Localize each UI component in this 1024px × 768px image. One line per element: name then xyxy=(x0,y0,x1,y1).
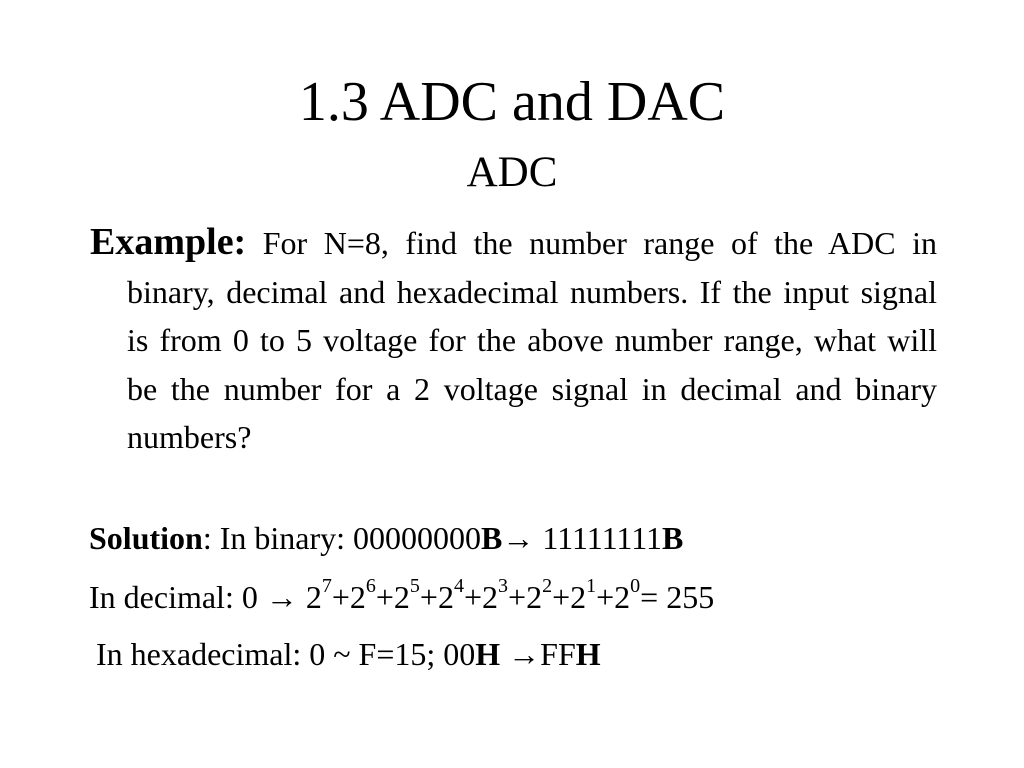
hex-to-unit: H xyxy=(575,636,601,672)
solution-label: Solution xyxy=(89,520,203,556)
plus-operator: + xyxy=(508,579,527,615)
decimal-prefix: In decimal: 0 xyxy=(89,579,266,615)
example-paragraph xyxy=(90,218,937,462)
example-label: Example: xyxy=(90,221,247,263)
hex-to: FF xyxy=(540,636,576,672)
power-term-base: 2 xyxy=(526,579,543,615)
power-term-exponent: 2 xyxy=(542,575,553,598)
solution-line xyxy=(89,518,683,558)
example-text: For N=8, find the number range of the ADC in binary, decimal and hexadecimal numbers. If the input signal is from 0 to 5 voltage for the above number range, what will be the number for a 2 voltage signal in decimal and binary numbers? xyxy=(127,225,938,455)
power-term-exponent: 4 xyxy=(453,575,464,598)
power-term-exponent: 5 xyxy=(409,575,420,598)
hex-from-unit: H xyxy=(475,636,501,672)
hex-prefix: In hexadecimal: 0 ~ F=15; 00 xyxy=(96,636,476,672)
power-term-base: 2 xyxy=(614,579,631,615)
slide-subtitle: ADC xyxy=(466,149,558,196)
arrow-icon: → xyxy=(502,520,535,556)
decimal-line xyxy=(89,577,714,617)
power-term-exponent: 7 xyxy=(321,575,332,598)
power-term-base: 2 xyxy=(437,579,454,615)
plus-operator: + xyxy=(596,579,615,615)
power-term-exponent: 1 xyxy=(586,575,597,598)
binary-to: 11111111 xyxy=(534,520,663,556)
power-term-base: 2 xyxy=(305,579,322,615)
arrow-icon: → xyxy=(265,579,298,615)
power-term-exponent: 3 xyxy=(498,575,509,598)
binary-from-unit: B xyxy=(481,520,503,556)
plus-operator: + xyxy=(463,579,483,615)
solution-colon: : xyxy=(202,520,212,556)
power-term-base: 2 xyxy=(482,579,499,615)
plus-operator: + xyxy=(419,579,438,615)
hex-line xyxy=(96,634,601,674)
plus-operator: + xyxy=(375,579,394,615)
power-term-base: 2 xyxy=(349,579,366,615)
plus-operator: + xyxy=(331,579,350,615)
slide-title: 1.3 ADC and DAC xyxy=(298,71,726,133)
binary-from: In binary: 00000000 xyxy=(211,520,482,556)
arrow-icon: → xyxy=(508,636,541,672)
decimal-result: = 255 xyxy=(640,579,715,615)
plus-operator: + xyxy=(552,579,571,615)
power-terms xyxy=(305,575,641,615)
power-term-base: 2 xyxy=(393,579,410,615)
power-term-base: 2 xyxy=(570,579,587,615)
power-term-exponent: 6 xyxy=(365,575,376,598)
power-term-exponent: 0 xyxy=(630,575,641,598)
binary-to-unit: B xyxy=(662,520,684,556)
